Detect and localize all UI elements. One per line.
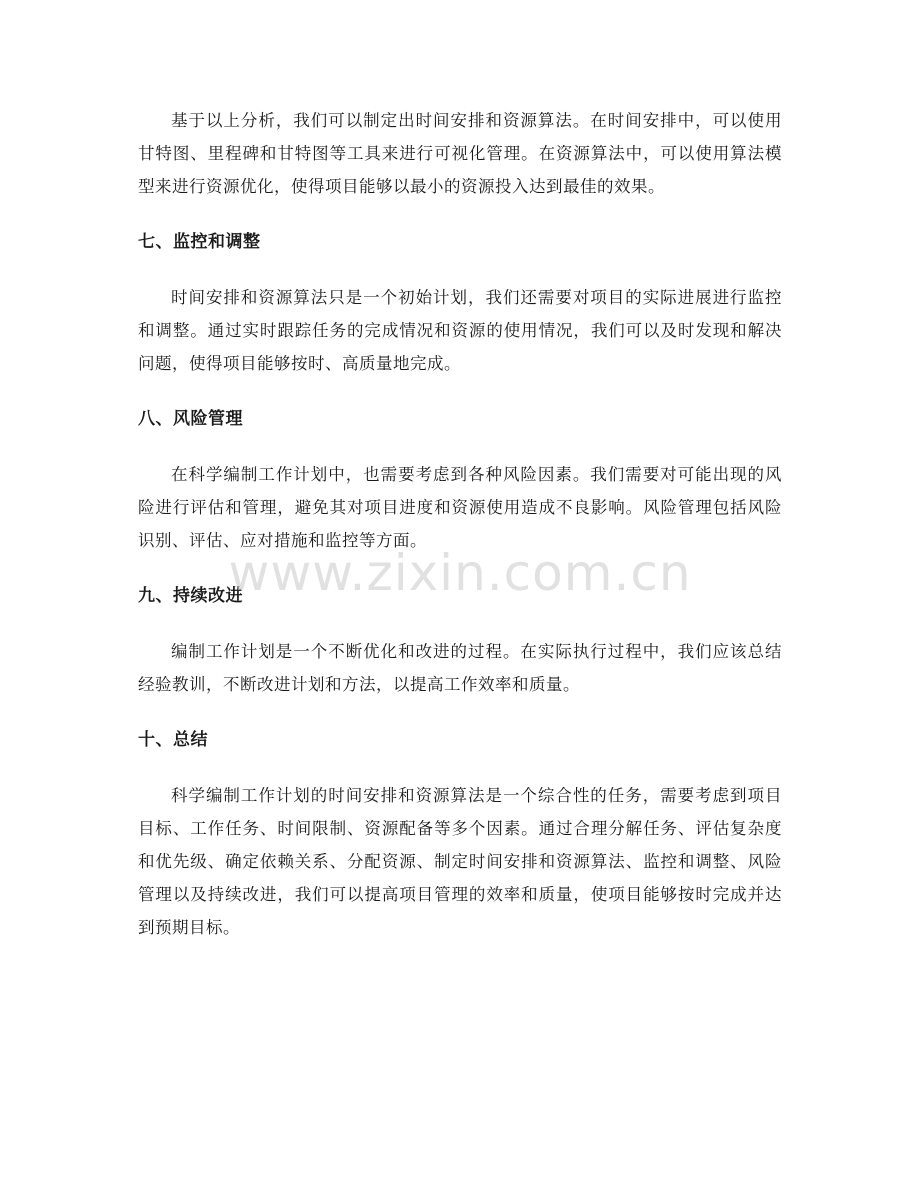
- spacer: [138, 436, 782, 458]
- heading-monitoring: 七、监控和调整: [138, 232, 261, 252]
- heading-improvement: 九、持续改进: [138, 586, 243, 606]
- spacer: [138, 701, 782, 724]
- paragraph-analysis: 基于以上分析，我们可以制定出时间安排和资源算法。在时间安排中，可以使用甘特图、里程碑和甘特图等工具来进行可视化管理。在资源算法中，可以使用算法模型来进行资源优化，使得项目能够以最小的资源投入达到最佳的效果。: [138, 111, 782, 196]
- spacer: [138, 259, 782, 281]
- paragraph-summary: 科学编制工作计划的时间安排和资源算法是一个综合性的任务，需要考虑到项目目标、工作任务、时间限制、资源配备等多个因素。通过合理分解任务、评估复杂度和优先级、确定依赖关系、分配资源、制定时间安排和资源算法、监控和调整、风险管理以及持续改进，我们可以提高项目管理的效率和质量，使项目能够按时完成并达到预期目标。: [138, 786, 782, 937]
- heading-risk: 八、风险管理: [138, 409, 243, 429]
- document-body: [138, 104, 782, 944]
- spacer: [138, 557, 782, 580]
- spacer: [138, 757, 782, 779]
- paragraph-risk: 在科学编制工作计划中，也需要考虑到各种风险因素。我们需要对可能出现的风险进行评估和管理，避免其对项目进度和资源使用造成不良影响。风险管理包括风险识别、评估、应对措施和监控等方面。: [138, 465, 782, 550]
- paragraph-monitoring: 时间安排和资源算法只是一个初始计划，我们还需要对项目的实际进展进行监控和调整。通过实时跟踪任务的完成情况和资源的使用情况，我们可以及时发现和解决问题，使得项目能够按时、高质量地完成。: [138, 288, 782, 373]
- paragraph-improvement: 编制工作计划是一个不断优化和改进的过程。在实际执行过程中，我们应该总结经验教训，不断改进计划和方法，以提高工作效率和质量。: [138, 642, 782, 694]
- spacer: [138, 203, 782, 226]
- spacer: [138, 613, 782, 635]
- heading-summary: 十、总结: [138, 730, 208, 750]
- spacer: [138, 380, 782, 403]
- watermark: www.zixin.com.cn: [228, 544, 692, 602]
